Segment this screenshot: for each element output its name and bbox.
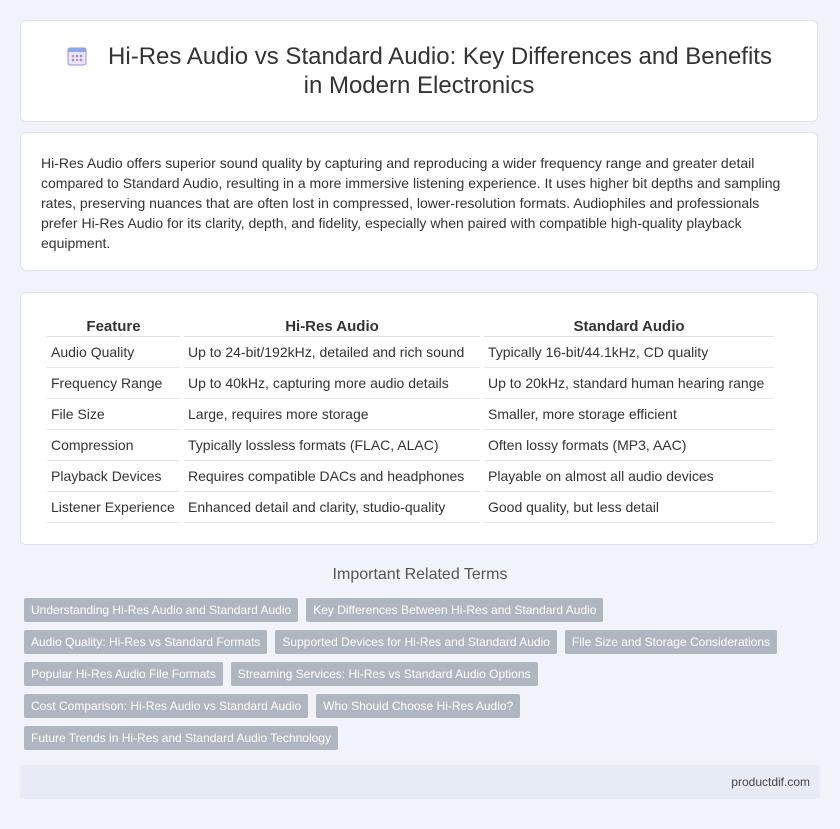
table-header-row	[47, 315, 774, 337]
related-term-tag[interactable]: Supported Devices for Hi-Res and Standard Audio	[275, 630, 557, 654]
intro-paragraph: Hi-Res Audio offers superior sound quality by capturing and reproducing a wider frequency range and greater detail compared to Standard Audio, resulting in a more immersive listening experience. It uses higher bit depths and sampling rates, preserving nuances that are often lost in compressed, lower-resolution formats. Audiophiles and professionals prefer Hi-Res Audio for its clarity, depth, and fidelity, especially when paired with compatible high-quality playback equipment.	[41, 155, 781, 251]
intro-card	[20, 132, 818, 271]
cell-standard: Good quality, but less detail	[484, 492, 774, 523]
cell-standard: Typically 16-bit/44.1kHz, CD quality	[484, 337, 774, 368]
related-term-tag[interactable]: Streaming Services: Hi-Res vs Standard Audio Options	[231, 662, 538, 686]
related-term-tag[interactable]: File Size and Storage Considerations	[565, 630, 777, 654]
cell-standard: Up to 20kHz, standard human hearing range	[484, 368, 774, 399]
cell-feature: File Size	[47, 399, 180, 430]
cell-feature: Audio Quality	[47, 337, 180, 368]
cell-hires: Up to 24-bit/192kHz, detailed and rich sound	[184, 337, 480, 368]
related-term-tag[interactable]: Cost Comparison: Hi-Res Audio vs Standard Audio	[24, 694, 308, 718]
related-term-tag[interactable]: Future Trends in Hi-Res and Standard Audio Technology	[24, 726, 338, 750]
title-card	[20, 20, 818, 122]
cell-feature: Playback Devices	[47, 461, 180, 492]
related-terms-list	[24, 598, 804, 750]
comparison-table	[43, 315, 778, 523]
footer-site-link[interactable]: productdif.com	[731, 775, 810, 789]
table-row	[47, 492, 774, 523]
header-standard: Standard Audio	[484, 315, 774, 337]
table-row	[47, 430, 774, 461]
cell-feature: Listener Experience	[47, 492, 180, 523]
table-row	[47, 399, 774, 430]
cell-standard: Often lossy formats (MP3, AAC)	[484, 430, 774, 461]
footer	[20, 765, 820, 799]
calendar-grid-icon	[66, 45, 88, 67]
page-title	[61, 42, 777, 100]
cell-feature: Compression	[47, 430, 180, 461]
header-feature: Feature	[47, 315, 180, 337]
page-title-text: Hi-Res Audio vs Standard Audio: Key Differences and Benefits in Modern Electronics	[108, 43, 772, 99]
related-term-tag[interactable]: Understanding Hi-Res Audio and Standard Audio	[24, 598, 298, 622]
table-row	[47, 337, 774, 368]
cell-hires: Enhanced detail and clarity, studio-quality	[184, 492, 480, 523]
cell-hires: Large, requires more storage	[184, 399, 480, 430]
related-term-tag[interactable]: Who Should Choose Hi-Res Audio?	[316, 694, 520, 718]
table-row	[47, 368, 774, 399]
cell-hires: Up to 40kHz, capturing more audio details	[184, 368, 480, 399]
related-term-tag[interactable]: Popular Hi-Res Audio File Formats	[24, 662, 223, 686]
cell-feature: Frequency Range	[47, 368, 180, 399]
related-term-tag[interactable]: Key Differences Between Hi-Res and Standard Audio	[306, 598, 603, 622]
cell-standard: Smaller, more storage efficient	[484, 399, 774, 430]
table-row	[47, 461, 774, 492]
cell-hires: Requires compatible DACs and headphones	[184, 461, 480, 492]
cell-standard: Playable on almost all audio devices	[484, 461, 774, 492]
cell-hires: Typically lossless formats (FLAC, ALAC)	[184, 430, 480, 461]
related-term-tag[interactable]: Audio Quality: Hi-Res vs Standard Formats	[24, 630, 267, 654]
comparison-table-card	[20, 292, 818, 545]
header-hires: Hi-Res Audio	[184, 315, 480, 337]
related-terms-title: Important Related Terms	[332, 566, 508, 583]
